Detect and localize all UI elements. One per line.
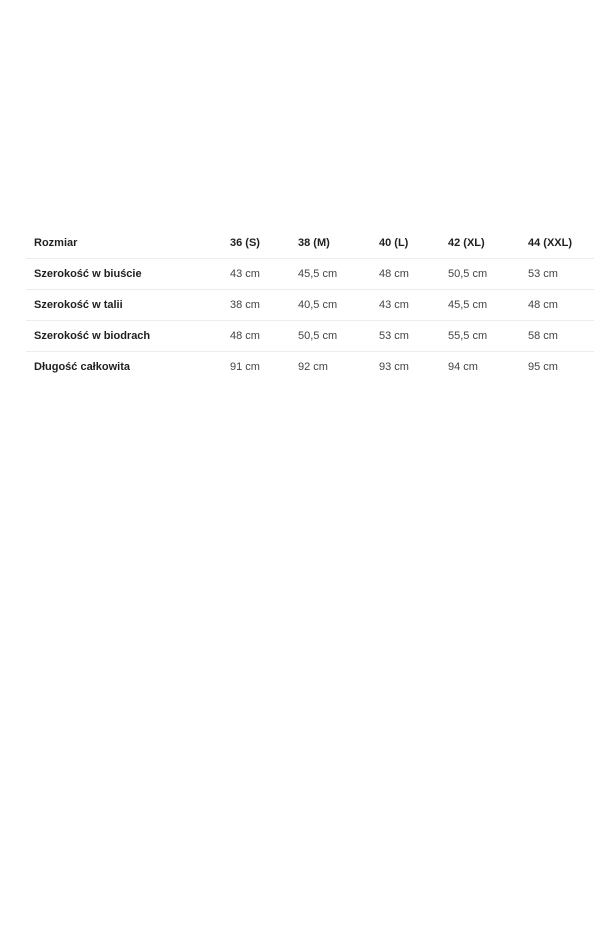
header-cell-42: 42 (XL) [440, 228, 520, 259]
header-cell-38: 38 (M) [290, 228, 371, 259]
header-cell-44: 44 (XXL) [520, 228, 594, 259]
table-cell: 43 cm [371, 290, 440, 321]
header-cell-size: Rozmiar [26, 228, 222, 259]
table-cell: 53 cm [371, 321, 440, 352]
row-label: Szerokość w talii [26, 290, 222, 321]
table-cell: 50,5 cm [440, 259, 520, 290]
size-chart-table [26, 228, 594, 382]
table-cell: 91 cm [230, 361, 260, 373]
table-cell: 53 cm [520, 259, 594, 290]
table-header-row [26, 228, 594, 259]
table-row [26, 290, 594, 321]
header-cell-40: 40 (L) [371, 228, 440, 259]
row-label: Długość całkowita [34, 361, 130, 373]
table-cell: 45,5 cm [440, 290, 520, 321]
table-cell: 45,5 cm [290, 259, 371, 290]
row-label: Szerokość w biuście [26, 259, 222, 290]
table-cell: 48 cm [222, 321, 290, 352]
table-cell: 58 cm [520, 321, 594, 352]
table-cell: 93 cm [379, 361, 409, 373]
table-cell: 55,5 cm [440, 321, 520, 352]
table-cell: 48 cm [520, 290, 594, 321]
table-row [26, 321, 594, 352]
table-cell: 43 cm [222, 259, 290, 290]
table-row [26, 259, 594, 290]
table-cell: 48 cm [371, 259, 440, 290]
table-row [26, 352, 594, 383]
table-cell: 50,5 cm [290, 321, 371, 352]
header-cell-36: 36 (S) [222, 228, 290, 259]
table-cell: 95 cm [528, 361, 558, 373]
table-cell: 38 cm [222, 290, 290, 321]
row-label: Szerokość w biodrach [26, 321, 222, 352]
table-cell: 94 cm [448, 361, 478, 373]
table-cell: 92 cm [298, 361, 328, 373]
table-cell: 40,5 cm [290, 290, 371, 321]
